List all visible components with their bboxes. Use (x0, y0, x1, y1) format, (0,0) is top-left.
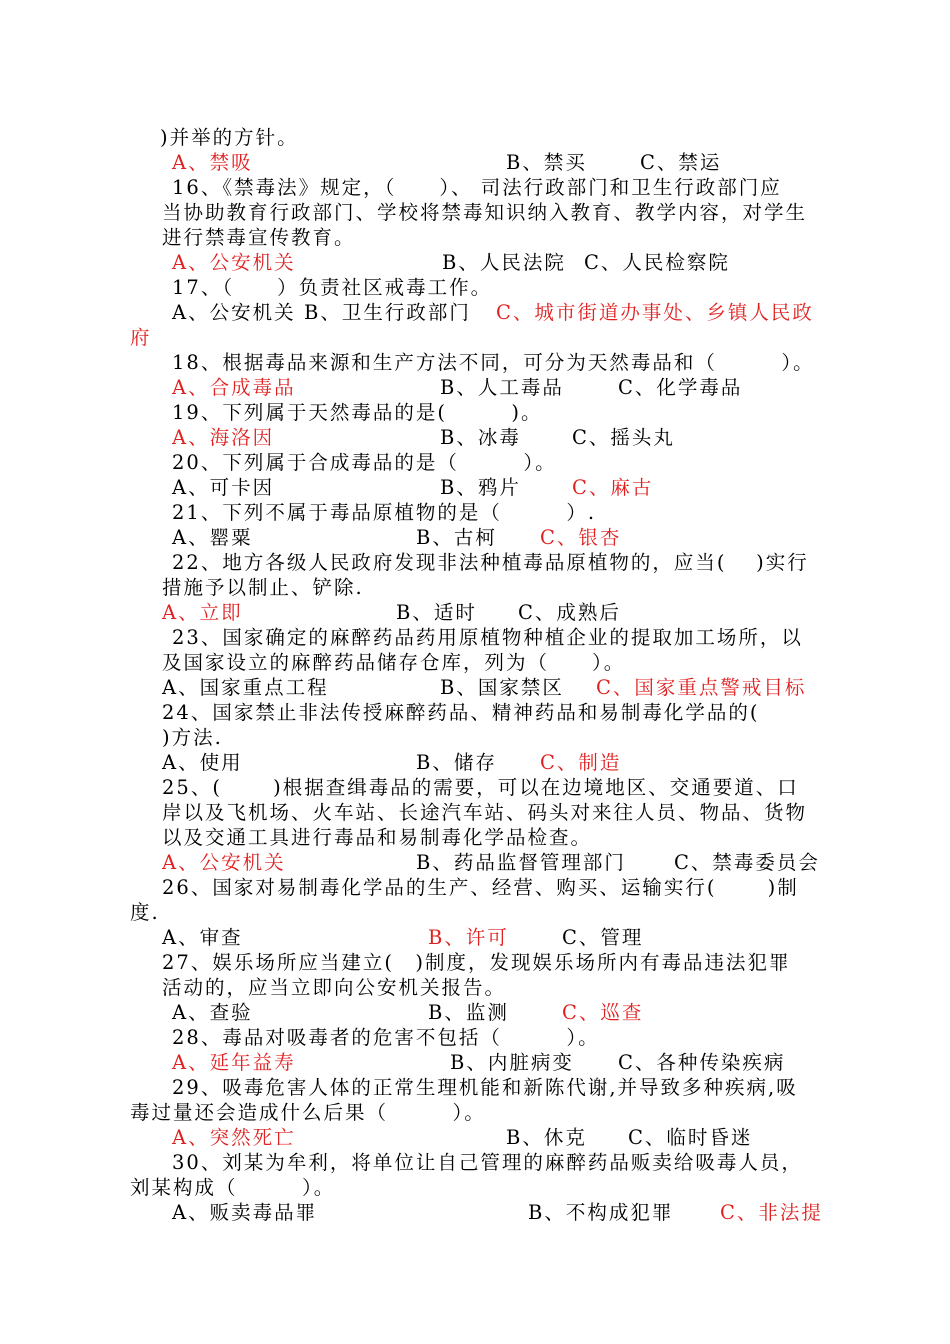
text-line: 28、毒品对吸毒者的危害不包括（ ）。 (172, 1026, 600, 1049)
option-a: A、公安机关 (172, 251, 296, 274)
option-a: A、国家重点工程 (162, 676, 329, 699)
option-a: A、公安机关 (162, 851, 286, 874)
option-b: B、储存 (416, 751, 497, 774)
option-b: B、古柯 (416, 526, 497, 549)
option-c: C、制造 (540, 751, 622, 774)
option-c: C、城市街道办事处、乡镇人民政 (496, 301, 814, 324)
option-a: A、禁吸 (172, 151, 253, 174)
option-c: C、摇头丸 (572, 426, 675, 449)
option-b: B、许可 (428, 926, 509, 949)
option-c: C、国家重点警戒目标 (596, 676, 807, 699)
option-a: A、延年益寿 (172, 1051, 296, 1074)
option-b: B、鸦片 (440, 476, 521, 499)
option-c: C、化学毒品 (618, 376, 743, 399)
option-b: B、药品监督管理部门 (416, 851, 626, 874)
option-c: C、巡查 (562, 1001, 644, 1024)
option-b: B、禁买 (506, 151, 587, 174)
text-line: 以及交通工具进行毒品和易制毒化学品检查。 (162, 826, 593, 849)
option-a: A、立即 (162, 601, 243, 624)
text-line: 当协助教育行政部门、学校将禁毒知识纳入教育、教学内容，对学生 (162, 201, 808, 224)
text-line: 活动的，应当立即向公安机关报告。 (162, 976, 507, 999)
option-a: A、公安机关 (172, 301, 296, 324)
option-c: C、银杏 (540, 526, 622, 549)
text-line: 23、国家确定的麻醉药品药用原植物种植企业的提取加工场所，以 (172, 626, 803, 649)
text-line: 刘某构成（ ）。 (130, 1176, 336, 1199)
text-line: 18、根据毒品来源和生产方法不同，可分为天然毒品和（ ）。 (172, 351, 815, 374)
option-a: A、可卡因 (172, 476, 275, 499)
option-c: C、麻古 (572, 476, 654, 499)
option-b: B、监测 (428, 1001, 509, 1024)
option-c: C、管理 (562, 926, 644, 949)
text-line: 27、娱乐场所应当建立( )制度，发现娱乐场所内有毒品违法犯罪 (162, 951, 791, 974)
option-a: A、突然死亡 (172, 1126, 296, 1149)
option-b: B、国家禁区 (440, 676, 564, 699)
option-b: B、人工毒品 (440, 376, 564, 399)
text-line: 措施予以制止、铲除. (162, 576, 364, 599)
option-b: B、人民法院 (442, 251, 566, 274)
text-line: 府 (130, 326, 152, 349)
option-c: C、人民检察院 (584, 251, 730, 274)
option-a: A、合成毒品 (172, 376, 296, 399)
option-c: C、禁毒委员会 (674, 851, 820, 874)
text-line: 17、（ ）负责社区戒毒工作。 (172, 276, 493, 299)
option-a: A、贩卖毒品罪 (172, 1201, 318, 1224)
option-c: C、各种传染疾病 (618, 1051, 786, 1074)
text-line: 进行禁毒宣传教育。 (162, 226, 356, 249)
option-b: B、休克 (506, 1126, 587, 1149)
option-a: A、海洛因 (172, 426, 275, 449)
text-line: 24、国家禁止非法传授麻醉药品、精神药品和易制毒化学品的( (162, 701, 760, 724)
text-line: )并举的方针。 (160, 126, 299, 149)
text-line: 30、刘某为牟利，将单位让自己管理的麻醉药品贩卖给吸毒人员， (172, 1151, 803, 1174)
text-line: 及国家设立的麻醉药品储存仓库，列为（ ）。 (162, 651, 626, 674)
text-line: 20、下列属于合成毒品的是（ ）。 (172, 451, 557, 474)
text-line: 22、地方各级人民政府发现非法种植毒品原植物的，应当( )实行 (172, 551, 809, 574)
option-a: A、查验 (172, 1001, 253, 1024)
text-line: 毒过量还会造成什么后果（ ）。 (130, 1101, 486, 1124)
option-a: A、罂粟 (172, 526, 253, 549)
text-line: 21、下列不属于毒品原植物的是（ ）. (172, 501, 597, 524)
text-line: 度. (130, 901, 160, 924)
text-line: 25、( )根据查缉毒品的需要，可以在边境地区、交通要道、口 (162, 776, 799, 799)
text-line: )方法. (162, 726, 223, 749)
option-a: A、审查 (162, 926, 243, 949)
option-b: B、不构成犯罪 (528, 1201, 674, 1224)
option-b: B、适时 (396, 601, 477, 624)
option-b: B、卫生行政部门 (304, 301, 471, 324)
option-b: B、内脏病变 (450, 1051, 574, 1074)
option-c: C、非法提 (720, 1201, 823, 1224)
option-c: C、成熟后 (518, 601, 621, 624)
text-line: 26、国家对易制毒化学品的生产、经营、购买、运输实行( )制 (162, 876, 799, 899)
option-c: C、临时昏迷 (628, 1126, 753, 1149)
text-line: 岸以及飞机场、火车站、长途汽车站、码头对来往人员、物品、货物 (162, 801, 808, 824)
option-a: A、使用 (162, 751, 243, 774)
text-line: 29、吸毒危害人体的正常生理机能和新陈代谢,并导致多种疾病,吸 (172, 1076, 798, 1099)
option-c: C、禁运 (640, 151, 722, 174)
text-line: 19、下列属于天然毒品的是( )。 (172, 401, 543, 424)
text-line: 16、《禁毒法》规定，（ ）、 司法行政部门和卫生行政部门应 (172, 176, 782, 199)
option-b: B、冰毒 (440, 426, 521, 449)
